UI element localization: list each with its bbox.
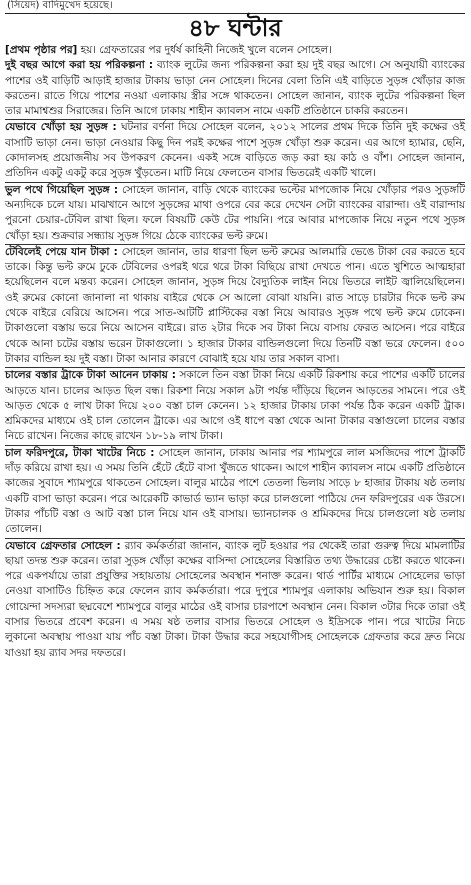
section-heading: চালের বস্তার ট্রাকে টাকা আনেন ঢাকায় : xyxy=(5,369,176,382)
section-heading: ভুল পথে গিয়েছিল সুড়ঙ্গ : xyxy=(5,183,119,196)
section-text: ঘটনার বর্ণনা দিয়ে সোহেল বলেন, ২০১২ সালের প্রথম দিকে তিনি দুই কক্ষের ওই বাসাটি ভাড়া নেন। ভাড়া নেওয়ার কিছু দিন পরই কক্ষের পাশে সুড়ঙ্গ খোঁড়া শুরু করেন। এর আগে হ্যামার, ছেনি, কোদালসহ প্রয়োজনীয় সব উপকরণ কেনেন। একই সঙ্গে বাড়িতে জড় করা হয় কাঠ ও বাঁশ। সোহেল জানান, প্রতিদিন একটু একটু করে সুড়ঙ্গ খুঁড়তেন। মাটি নিয়ে ফেলতেন বাসার ভিতরেই একটি খালে। xyxy=(5,121,465,180)
article-headline: ৪৮ ঘন্টার xyxy=(188,13,282,42)
previous-article-snippet: (সিয়েদ) বাদিমুখেদ হয়েছে। xyxy=(5,0,465,14)
section-tunnel-digging xyxy=(5,119,465,181)
section-heading: যেভাবে খোঁড়া হয় সুড়ঙ্গ : xyxy=(5,121,117,134)
section-text: সোহেল জানান, তার ধারণা ছিল ভল্ট রুমের আলমারি ভেঙে টাকা বের করতে হবে তাকে। কিন্তু ভল্ট রুমে ঢুকে টেবিলের ওপরই থরে থরে টাকা বিছিয়ে রাখা দেখতে পান। এতে খুশিতে আত্মহারা হয়েছিলেন বলে মন্তব্য করেন। সোহেল জানান, সুড়ঙ্গ দিয়ে বৈদ্যুতিক লাইন নিয়ে ভিতরে লাইট জ্বালিয়েছিলেন। ওই রুমের কোনো জানালা না থাকায় বাইরে থেকে সে আলো বোঝা যায়নি। রাত সাড়ে চারটার দিকে ভল্ট রুম থেকে বাইরে বেরিয়ে আসেন। পরে সাত-আটটি প্লাস্টিকের বস্তা নিয়ে আবারও সুড়ঙ্গ পথে ভল্ট রুমে ঢোকেন। টাকাগুলো বস্তায় ভরে নিয়ে আসেন বাইরে। রাত ২টার দিকে সব টাকা নিয়ে বাসায় ফেরত আসেন। পরে বাইরে থেকে আনা চটের বস্তায় ভরেন টাকাগুলো। ১ হাজার টাকার বান্ডিলগুলো দিয়ে তিনটি বস্তা ভরে ফেলেন। ৫০০ টাকার বান্ডিল হয় দুই বস্তা। টাকা আনার কারণে বোঝাই হয়ে যায় তার সকাল বাসা। xyxy=(5,245,466,365)
section-heading: টেবিলেই পেয়ে যান টাকা : xyxy=(5,245,118,258)
intro-paragraph xyxy=(5,43,465,58)
continuation-label: [প্রথম পৃষ্ঠার পর] xyxy=(5,44,78,56)
section-wrong-path xyxy=(5,182,465,244)
article-body xyxy=(5,43,465,661)
section-text: ব্যাংক লুটের জন্য পরিকল্পনা করা হয় দুই বছর আগে। সে অনুযায়ী ব্যাংকের পাশের ওই বাড়িটি আড়াই হাজার টাকায় ভাড়া নেন সোহেল। দিনের বেলা তিনি এই বাড়িতে সুড়ঙ্গ খোঁড়ার কাজ করতেন। রাতে গিয়ে পাশের নওয়া এলাকায় স্ত্রীর সঙ্গে থাকতেন। সোহেল জানান, ব্যাংক লুটের পরিকল্পনা ছিল তার মামাশ্বশুর সিরাজের। তিনি আগে ঢাকায় শাহীন ক্যাবলস নামে একটি প্রতিষ্ঠানে চাকরি করতেন। xyxy=(5,59,465,118)
section-text: সোহেল জানান, বাড়ি থেকে ব্যাংকের ভল্টের মাপজোক নিয়ে খোঁড়ার পরও সুড়ঙ্গটি অন্যদিকে চলে যায়। মাঝখানে আগে সুড়ঙ্গের মাথা ওপরে বের করে দেখেন সেটা ব্যাংকের বারান্দা। ওই বারান্দায় পুরনো চেয়ার-টেবিল রাখা ছিল। ফলে বিষয়টি কেউ টের পায়নি। পরে আবার মাপজোক নিয়ে নতুন পথে সুড়ঙ্গ খোঁড়া হয়। শুক্রবার সন্ধ্যায় সুড়ঙ্গ গিয়ে ঠেকে ব্যাংকের ভল্ট রুমে। xyxy=(5,183,465,242)
section-rice-truck xyxy=(5,367,465,444)
section-plan xyxy=(5,58,465,119)
section-arrest xyxy=(5,538,465,661)
section-heading: দুই বছর আগে করা হয় পরিকল্পনা : xyxy=(5,59,154,72)
section-text: সকালে তিন বস্তা টাকা নিয়ে একটি রিকশায় করে পাশের একটি চালের আড়তে যান। চালের আড়ত ছিল বন্ধ। রিকশা নিয়ে সকাল ৯টা পর্যন্ত দাঁড়িয়ে ছিলেন আড়তের সামনে। পরে ওই আড়ত থেকে ৫ লাখ টাকা দিয়ে ২০০ বস্তা চাল কেনেন। ১২ হাজার টাকায় ঢাকা পর্যন্ত ঠিক করেন একটি ট্রাক। শ্রমিকদের মাধ্যমে ওই চাল তোলেন ট্রাকে। এর আগে ওই ধাপে বস্তা থেকে আনা টাকার বস্তাগুলো চালের বস্তার নিচে রাখেন। নিজের কাছে রাখেন ১৮-১৯ লাখ টাকা। xyxy=(5,369,465,443)
section-text: র‌্যাব কর্মকর্তারা জানান, ব্যাংক লুট হওয়ার পর থেকেই তারা গুরুত্ব দিয়ে মামলাটির ছায়া তদন্ত শুরু করেন। তারা সুড়ঙ্গ খোঁড়া কক্ষের বাসিন্দা সোহেলের বিস্তারিত তথ্য উদ্ধারের চেষ্টা করতে থাকেন। পরে একপর্যায়ে তারা প্রযুক্তির সহায়তায় সোহেলের অবস্থান শনাক্ত করেন। থার্ড পার্টির মাধ্যমে সোহেলের ভাড়া নেওয়া বাসাটিও চিহ্নিত করে ফেলেন র‌্যাব কর্মকর্তারা। পরে দুপুরে শ্যামপুর এলাকায় অভিযান শুরু হয়। বিকাল গোয়েন্দা সদস্যরা ছদ্মবেশে শ্যামপুরে বালুর মাঠের ওই বাসার চারপাশে অবস্থান নেন। বিকাল ৩টার দিকে তারা ওই বাসার ভিতরে প্রবেশ করেন। এ সময় ষষ্ঠ তলার বাসার ভিতরে সোহেল ও ইদ্রিসকে পান। পরে খাটের নিচে লুকানো অবস্থায় পাওয়া যায় পাঁচ বস্তা টাকা। টাকা উদ্ধার করে সহযোগীসহ সোহেলকে গ্রেফতার করে দ্রুত নিয়ে যাওয়া হয় র‌্যাব সদর দফতরে। xyxy=(5,539,465,659)
section-heading: চাল ফরিদপুরে, টাকা খাটের নিচে : xyxy=(5,446,155,459)
section-under-bed xyxy=(5,445,465,538)
section-money-on-table xyxy=(5,244,465,367)
section-text: সোহেল জানান, ঢাকায় আনার পর শ্যামপুরে লাল মসজিদের পাশে ট্রাকটি দাঁড় করিয়ে রাখা হয়। এ সময় তিনি হেঁটে হেঁটে বাসা খুঁজতে থাকেন। আগে শাহীন ক্যাবলস নামে একটি প্রতিষ্ঠানে কাজের সুবাদে শ্যামপুরে থাকতেন সোহেল। বালুর মাঠের পাশে তেতলা ভিলায় সাড়ে ৮ হাজার টাকায় ষষ্ঠ তলায় একটি বাসা ভাড়া করেন। পরে আরেকটি কাভার্ড ভ্যান ভাড়া করে চালগুলো পাঠিয়ে দেন ফরিদপুরের এক উরসে। টাকার পাঁচটি বস্তা ও আট বস্তা চাল নিয়ে যান ওই বাসায়। ভ্যানচালক ও শ্রমিকদের দিয়ে চালগুলো ষষ্ঠ তলায় তোলেন। xyxy=(5,446,465,536)
section-heading: যেভাবে গ্রেফতার সোহেল : xyxy=(5,539,121,552)
intro-text: হয়। গ্রেফতারের পর দুর্ধর্ষ কাহিনী নিজেই খুলে বলেন সোহেল। xyxy=(77,44,332,56)
